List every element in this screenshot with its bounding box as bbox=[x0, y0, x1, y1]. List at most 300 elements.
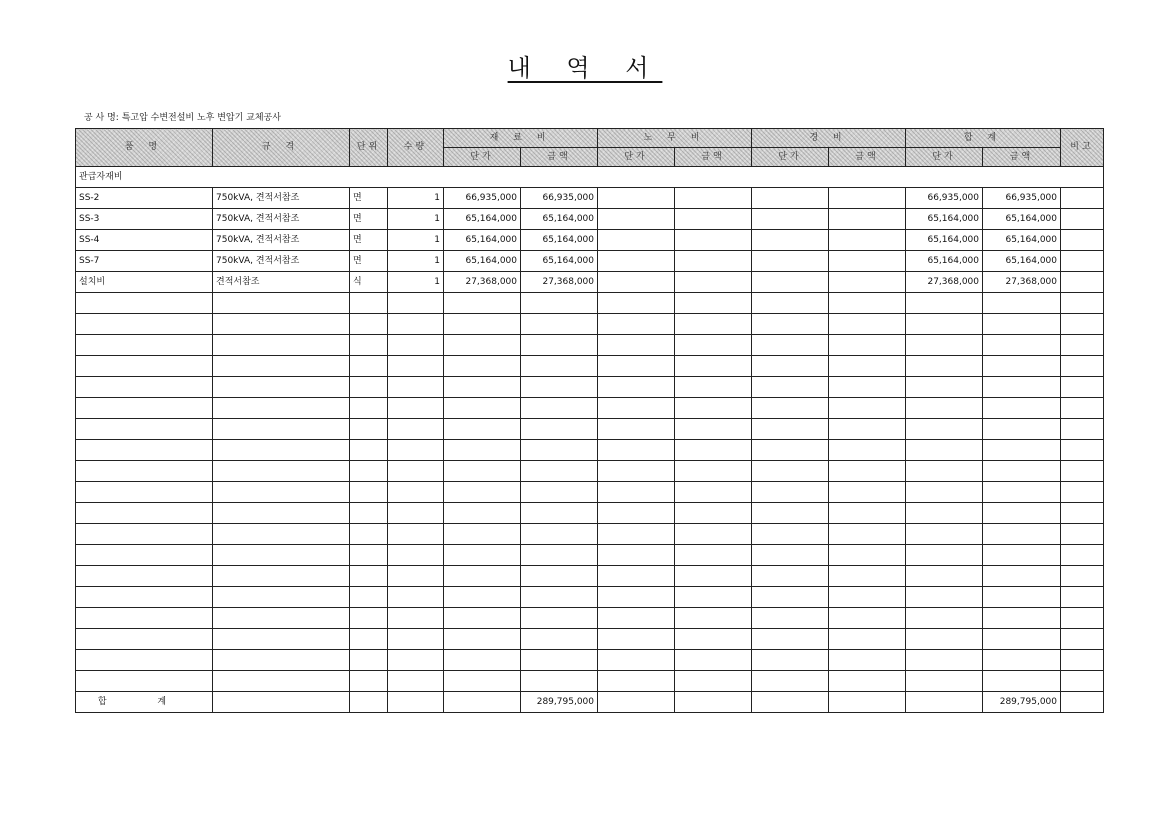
header-quantity: 수량 bbox=[388, 129, 444, 167]
cell bbox=[752, 293, 829, 314]
empty-row bbox=[76, 440, 1104, 461]
cell bbox=[350, 587, 388, 608]
cell bbox=[350, 629, 388, 650]
cell bbox=[675, 335, 752, 356]
cell bbox=[76, 545, 213, 566]
cell bbox=[752, 503, 829, 524]
item-quantity: 1 bbox=[388, 188, 444, 209]
cell bbox=[76, 293, 213, 314]
cell bbox=[444, 356, 521, 377]
cell bbox=[1061, 251, 1104, 272]
material-amount: 27,368,000 bbox=[521, 272, 598, 293]
cell bbox=[598, 650, 675, 671]
cell bbox=[444, 629, 521, 650]
cell bbox=[829, 314, 906, 335]
subheader-amount: 금액 bbox=[675, 148, 752, 167]
cell bbox=[388, 293, 444, 314]
cell bbox=[906, 566, 983, 587]
cell bbox=[521, 335, 598, 356]
material-amount: 65,164,000 bbox=[521, 251, 598, 272]
empty-row bbox=[76, 461, 1104, 482]
cell bbox=[521, 629, 598, 650]
material-unit-price: 65,164,000 bbox=[444, 230, 521, 251]
cell bbox=[388, 482, 444, 503]
cell bbox=[388, 629, 444, 650]
cell bbox=[521, 419, 598, 440]
cell bbox=[76, 671, 213, 692]
cell bbox=[675, 545, 752, 566]
cell bbox=[598, 335, 675, 356]
cell bbox=[829, 671, 906, 692]
cell bbox=[675, 209, 752, 230]
cell bbox=[76, 629, 213, 650]
cell bbox=[1061, 650, 1104, 671]
cell bbox=[521, 587, 598, 608]
item-name: 설치비 bbox=[76, 272, 213, 293]
cell bbox=[752, 377, 829, 398]
cell bbox=[213, 608, 350, 629]
cell bbox=[388, 608, 444, 629]
cell bbox=[752, 566, 829, 587]
cell bbox=[829, 377, 906, 398]
cell bbox=[906, 503, 983, 524]
cell bbox=[388, 314, 444, 335]
cell bbox=[388, 650, 444, 671]
cell bbox=[983, 545, 1061, 566]
cell bbox=[906, 461, 983, 482]
item-spec: 견적서참조 bbox=[213, 272, 350, 293]
cell bbox=[213, 356, 350, 377]
cell bbox=[350, 671, 388, 692]
empty-row bbox=[76, 587, 1104, 608]
item-spec: 750kVA, 견적서참조 bbox=[213, 230, 350, 251]
total-grand-amount: 289,795,000 bbox=[983, 692, 1061, 713]
cell bbox=[675, 419, 752, 440]
header-total: 합 계 bbox=[906, 129, 1061, 148]
total-unit-price: 65,164,000 bbox=[906, 230, 983, 251]
empty-row bbox=[76, 293, 1104, 314]
cell bbox=[1061, 503, 1104, 524]
cell bbox=[675, 482, 752, 503]
cell bbox=[906, 335, 983, 356]
cell bbox=[752, 272, 829, 293]
section-label: 관급자재비 bbox=[76, 167, 1104, 188]
cell bbox=[1061, 419, 1104, 440]
item-name: SS-2 bbox=[76, 188, 213, 209]
cell bbox=[213, 524, 350, 545]
cell bbox=[598, 230, 675, 251]
cell bbox=[598, 356, 675, 377]
item-unit: 면 bbox=[350, 209, 388, 230]
cell bbox=[906, 524, 983, 545]
total-amount: 27,368,000 bbox=[983, 272, 1061, 293]
cell bbox=[829, 272, 906, 293]
cell bbox=[521, 398, 598, 419]
empty-row bbox=[76, 377, 1104, 398]
cell bbox=[983, 377, 1061, 398]
cell bbox=[598, 440, 675, 461]
cell bbox=[829, 230, 906, 251]
cell bbox=[906, 356, 983, 377]
cell bbox=[350, 314, 388, 335]
cell bbox=[829, 629, 906, 650]
cell bbox=[213, 629, 350, 650]
cell bbox=[521, 482, 598, 503]
cell bbox=[521, 566, 598, 587]
cell bbox=[983, 482, 1061, 503]
cell bbox=[675, 629, 752, 650]
cell bbox=[350, 461, 388, 482]
empty-row bbox=[76, 482, 1104, 503]
cell bbox=[350, 524, 388, 545]
cell bbox=[752, 650, 829, 671]
cell bbox=[906, 608, 983, 629]
material-unit-price: 65,164,000 bbox=[444, 251, 521, 272]
cell bbox=[521, 293, 598, 314]
cell bbox=[350, 440, 388, 461]
cell bbox=[598, 461, 675, 482]
material-amount: 65,164,000 bbox=[521, 209, 598, 230]
cell bbox=[983, 524, 1061, 545]
empty-row bbox=[76, 671, 1104, 692]
item-quantity: 1 bbox=[388, 272, 444, 293]
cell bbox=[598, 587, 675, 608]
cell bbox=[444, 566, 521, 587]
cell bbox=[983, 566, 1061, 587]
cell bbox=[76, 608, 213, 629]
total-amount: 65,164,000 bbox=[983, 251, 1061, 272]
cell bbox=[906, 398, 983, 419]
cell bbox=[983, 314, 1061, 335]
cell bbox=[983, 671, 1061, 692]
total-row bbox=[76, 692, 1104, 713]
cell bbox=[388, 587, 444, 608]
cell bbox=[906, 482, 983, 503]
cell bbox=[829, 335, 906, 356]
cell bbox=[829, 209, 906, 230]
cell bbox=[1061, 524, 1104, 545]
cell bbox=[752, 314, 829, 335]
cell bbox=[444, 398, 521, 419]
cell bbox=[521, 671, 598, 692]
cell bbox=[388, 440, 444, 461]
cell bbox=[906, 293, 983, 314]
empty-row bbox=[76, 566, 1104, 587]
cell bbox=[350, 482, 388, 503]
cell bbox=[213, 587, 350, 608]
material-amount: 66,935,000 bbox=[521, 188, 598, 209]
cell bbox=[388, 671, 444, 692]
item-unit: 면 bbox=[350, 230, 388, 251]
cell bbox=[906, 692, 983, 713]
cell bbox=[521, 461, 598, 482]
cell bbox=[906, 419, 983, 440]
table-row bbox=[76, 272, 1104, 293]
empty-row bbox=[76, 503, 1104, 524]
cell bbox=[906, 377, 983, 398]
subheader-amount: 금액 bbox=[983, 148, 1061, 167]
cell bbox=[752, 251, 829, 272]
total-material-amount: 289,795,000 bbox=[521, 692, 598, 713]
cell bbox=[213, 503, 350, 524]
cell bbox=[983, 440, 1061, 461]
cell bbox=[598, 293, 675, 314]
cell bbox=[906, 629, 983, 650]
cell bbox=[444, 503, 521, 524]
cell bbox=[906, 545, 983, 566]
cell bbox=[906, 314, 983, 335]
cell bbox=[675, 503, 752, 524]
cell bbox=[675, 692, 752, 713]
cell bbox=[444, 314, 521, 335]
cell bbox=[76, 419, 213, 440]
cell bbox=[521, 356, 598, 377]
cell bbox=[752, 440, 829, 461]
cell bbox=[752, 335, 829, 356]
cell bbox=[675, 440, 752, 461]
cell bbox=[213, 440, 350, 461]
cell bbox=[675, 608, 752, 629]
subheader-unit-price: 단가 bbox=[598, 148, 675, 167]
cell bbox=[598, 692, 675, 713]
cell bbox=[598, 566, 675, 587]
cell bbox=[350, 503, 388, 524]
cell bbox=[598, 209, 675, 230]
cell bbox=[1061, 335, 1104, 356]
document-title: 내 역 서 bbox=[507, 54, 663, 82]
total-unit-price: 66,935,000 bbox=[906, 188, 983, 209]
cell bbox=[675, 251, 752, 272]
cell bbox=[521, 314, 598, 335]
header-remark: 비고 bbox=[1061, 129, 1104, 167]
empty-row bbox=[76, 629, 1104, 650]
empty-row bbox=[76, 314, 1104, 335]
cell bbox=[829, 692, 906, 713]
cell bbox=[675, 230, 752, 251]
cell bbox=[829, 524, 906, 545]
cell bbox=[829, 398, 906, 419]
cell bbox=[76, 440, 213, 461]
project-name: 공 사 명: 특고압 수변전설비 노후 변압기 교체공사 bbox=[84, 113, 281, 123]
cell bbox=[350, 566, 388, 587]
cell bbox=[598, 545, 675, 566]
material-unit-price: 65,164,000 bbox=[444, 209, 521, 230]
cell bbox=[906, 587, 983, 608]
total-unit-price: 65,164,000 bbox=[906, 251, 983, 272]
cell bbox=[213, 482, 350, 503]
cell bbox=[983, 629, 1061, 650]
cell bbox=[1061, 293, 1104, 314]
cell bbox=[598, 503, 675, 524]
cell bbox=[444, 461, 521, 482]
cell bbox=[388, 566, 444, 587]
cell bbox=[350, 545, 388, 566]
cell bbox=[829, 545, 906, 566]
cell bbox=[350, 419, 388, 440]
cell bbox=[829, 608, 906, 629]
total-unit-price: 65,164,000 bbox=[906, 209, 983, 230]
cell bbox=[76, 398, 213, 419]
cell bbox=[388, 461, 444, 482]
cell bbox=[76, 377, 213, 398]
cell bbox=[1061, 230, 1104, 251]
cell bbox=[906, 440, 983, 461]
cell bbox=[752, 587, 829, 608]
cell bbox=[444, 608, 521, 629]
cell bbox=[213, 650, 350, 671]
cell bbox=[675, 566, 752, 587]
cell bbox=[829, 566, 906, 587]
item-spec: 750kVA, 견적서참조 bbox=[213, 209, 350, 230]
cell bbox=[350, 398, 388, 419]
cell bbox=[675, 398, 752, 419]
cell bbox=[983, 650, 1061, 671]
table-row bbox=[76, 209, 1104, 230]
cell bbox=[598, 272, 675, 293]
cell bbox=[829, 188, 906, 209]
cell bbox=[675, 293, 752, 314]
cell bbox=[1061, 566, 1104, 587]
cell bbox=[752, 209, 829, 230]
material-amount: 65,164,000 bbox=[521, 230, 598, 251]
item-quantity: 1 bbox=[388, 209, 444, 230]
cell bbox=[350, 335, 388, 356]
total-amount: 66,935,000 bbox=[983, 188, 1061, 209]
item-name: SS-4 bbox=[76, 230, 213, 251]
cell bbox=[1061, 272, 1104, 293]
cell bbox=[213, 335, 350, 356]
cell bbox=[598, 671, 675, 692]
cell bbox=[983, 503, 1061, 524]
cell bbox=[752, 692, 829, 713]
item-unit: 식 bbox=[350, 272, 388, 293]
cell bbox=[444, 335, 521, 356]
item-spec: 750kVA, 견적서참조 bbox=[213, 251, 350, 272]
cell bbox=[598, 419, 675, 440]
cell bbox=[388, 398, 444, 419]
cell bbox=[752, 524, 829, 545]
material-unit-price: 66,935,000 bbox=[444, 188, 521, 209]
empty-row bbox=[76, 356, 1104, 377]
cell bbox=[829, 587, 906, 608]
cell bbox=[350, 293, 388, 314]
cell bbox=[1061, 188, 1104, 209]
cell bbox=[521, 650, 598, 671]
cell bbox=[983, 419, 1061, 440]
cell bbox=[983, 335, 1061, 356]
cell bbox=[752, 398, 829, 419]
cell bbox=[675, 314, 752, 335]
cell bbox=[1061, 671, 1104, 692]
cell bbox=[350, 377, 388, 398]
empty-row bbox=[76, 650, 1104, 671]
cell bbox=[388, 419, 444, 440]
cell bbox=[444, 650, 521, 671]
cell bbox=[521, 524, 598, 545]
cell bbox=[76, 503, 213, 524]
cell bbox=[829, 251, 906, 272]
cell bbox=[388, 377, 444, 398]
cell bbox=[906, 671, 983, 692]
header-unit: 단위 bbox=[350, 129, 388, 167]
empty-row bbox=[76, 335, 1104, 356]
cell bbox=[388, 335, 444, 356]
cell bbox=[675, 272, 752, 293]
item-quantity: 1 bbox=[388, 251, 444, 272]
cell bbox=[598, 482, 675, 503]
cell bbox=[388, 356, 444, 377]
cell bbox=[521, 440, 598, 461]
cell bbox=[213, 671, 350, 692]
cell bbox=[829, 356, 906, 377]
cell bbox=[1061, 314, 1104, 335]
cell bbox=[829, 503, 906, 524]
cell bbox=[1061, 209, 1104, 230]
cell bbox=[444, 671, 521, 692]
cell bbox=[213, 377, 350, 398]
cell bbox=[752, 629, 829, 650]
cell bbox=[675, 650, 752, 671]
cell bbox=[598, 398, 675, 419]
cell bbox=[752, 461, 829, 482]
cell bbox=[521, 545, 598, 566]
material-unit-price: 27,368,000 bbox=[444, 272, 521, 293]
cell bbox=[752, 230, 829, 251]
cell bbox=[388, 545, 444, 566]
cell bbox=[675, 524, 752, 545]
cell bbox=[388, 692, 444, 713]
cell bbox=[76, 356, 213, 377]
cell bbox=[752, 545, 829, 566]
cell bbox=[444, 293, 521, 314]
cell bbox=[213, 461, 350, 482]
cell bbox=[983, 587, 1061, 608]
cell bbox=[829, 482, 906, 503]
item-unit: 면 bbox=[350, 188, 388, 209]
cell bbox=[829, 419, 906, 440]
cell bbox=[675, 587, 752, 608]
cell bbox=[752, 482, 829, 503]
cell bbox=[1061, 461, 1104, 482]
header-expense: 경 비 bbox=[752, 129, 906, 148]
cell bbox=[213, 545, 350, 566]
cell bbox=[444, 482, 521, 503]
cell bbox=[598, 377, 675, 398]
cell bbox=[983, 608, 1061, 629]
cell bbox=[598, 629, 675, 650]
cell bbox=[829, 461, 906, 482]
cell bbox=[76, 587, 213, 608]
cell bbox=[1061, 356, 1104, 377]
table-row bbox=[76, 188, 1104, 209]
cell bbox=[76, 335, 213, 356]
cell bbox=[76, 524, 213, 545]
cell bbox=[1061, 608, 1104, 629]
cell bbox=[752, 671, 829, 692]
cell bbox=[598, 251, 675, 272]
total-amount: 65,164,000 bbox=[983, 230, 1061, 251]
cell bbox=[829, 650, 906, 671]
empty-row bbox=[76, 398, 1104, 419]
cell bbox=[1061, 482, 1104, 503]
cell bbox=[213, 293, 350, 314]
cell bbox=[906, 650, 983, 671]
total-label: 합 계 bbox=[76, 692, 213, 713]
cell bbox=[76, 482, 213, 503]
cell bbox=[752, 188, 829, 209]
cell bbox=[752, 356, 829, 377]
cell bbox=[521, 503, 598, 524]
